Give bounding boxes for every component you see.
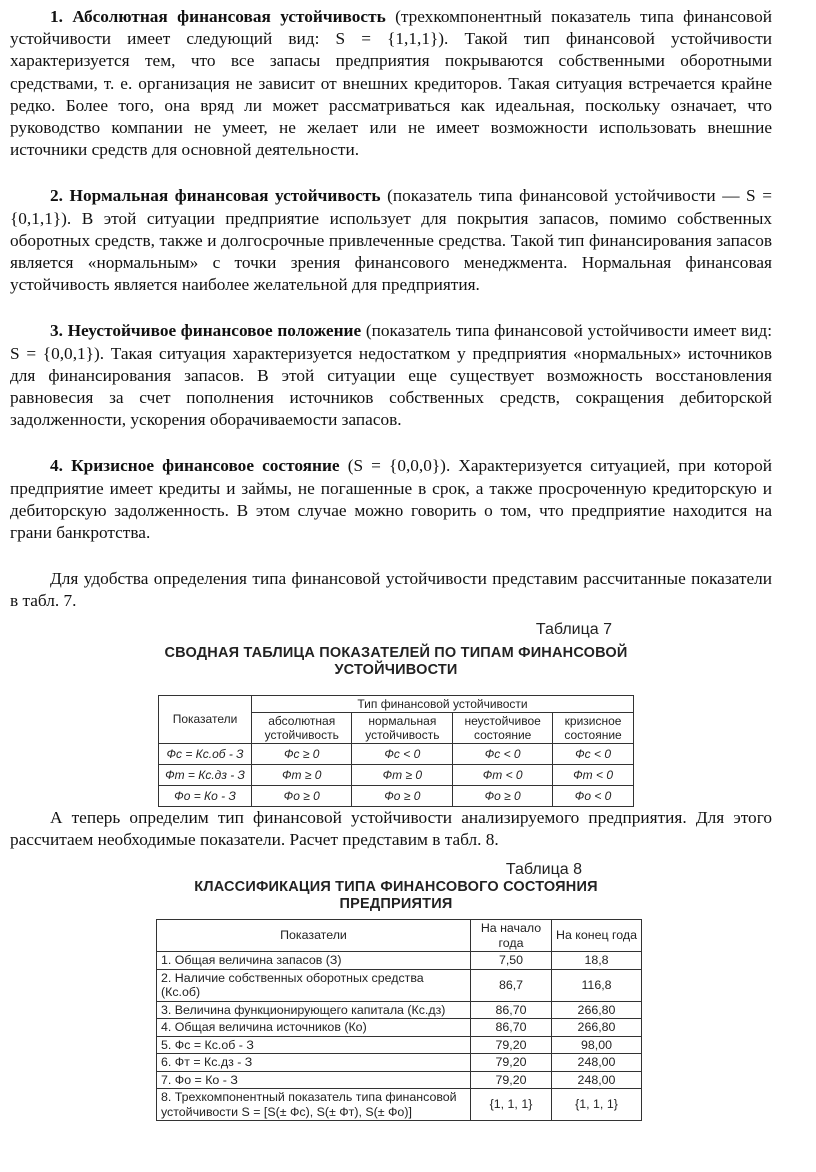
table8-end-value: 116,8	[552, 969, 642, 1001]
table7-type-absolute: абсолютная устойчивость	[252, 712, 352, 743]
table-row	[157, 969, 642, 1001]
table-row	[159, 743, 634, 764]
table8-label: 8. Трехкомпонентный показатель типа финансовой устойчивости S = [S(± Фс), S(± Фт), S(± Фо)]	[157, 1089, 471, 1121]
table8-col-start: На начало года	[471, 920, 552, 952]
table8-end-value: 248,00	[552, 1054, 642, 1072]
table8-start-value: {1, 1, 1}	[471, 1089, 552, 1121]
table8-label: 4. Общая величина источников (Ко)	[157, 1019, 471, 1037]
table8-label: 6. Фт = Кс.дз - З	[157, 1054, 471, 1072]
table-row	[157, 1001, 642, 1019]
table7-col-indicators: Показатели	[159, 695, 252, 743]
paragraph-crisis	[10, 455, 772, 544]
table8-header-row	[157, 920, 642, 952]
table7-cell: Фс < 0	[453, 743, 553, 764]
table-row	[157, 1019, 642, 1037]
table8-end-value: 248,00	[552, 1071, 642, 1089]
table8-label: 3. Величина функционирующего капитала (Кс.дз)	[157, 1001, 471, 1019]
table8-label: 7. Фо = Ко - З	[157, 1071, 471, 1089]
table7-cell: Фс < 0	[352, 743, 453, 764]
table7-type-normal: нормальная устойчивость	[352, 712, 453, 743]
text-absolute: (трехкомпонентный показатель типа финансовой устойчивости имеет следующий вид: S = {1,1,1}). Такой тип финансовой устойчивости характеризуется тем, что все запасы предприятия покрываются собственными оборотными средствами, т. е. организация не зависит от внешних кредиторов. Такая ситуация встречается крайне редко. Более того, она вряд ли может рассматриваться как идеальная, поскольку означает, что руководство компании не умеет, не желает или не имеет возможности использовать внешние источники средств для основной деятельности.	[10, 7, 772, 160]
table7-cell: Фо < 0	[553, 785, 634, 806]
paragraph-absolute	[10, 6, 772, 161]
heading-absolute: 1. Абсолютная финансовая устойчивость	[50, 7, 386, 26]
table8-start-value: 7,50	[471, 952, 552, 970]
table8-start-value: 86,7	[471, 969, 552, 1001]
table7-cell: Фт < 0	[453, 764, 553, 785]
table-row	[157, 952, 642, 970]
table8-title: КЛАССИФИКАЦИЯ ТИПА ФИНАНСОВОГО СОСТОЯНИЯ ПРЕДПРИЯТИЯ	[194, 879, 598, 913]
table7-header-row	[159, 695, 634, 712]
heading-crisis: 4. Кризисное финансовое состояние	[50, 456, 340, 476]
table7-col-group: Тип финансовой устойчивости	[252, 695, 634, 712]
table8-col-end: На конец года	[552, 920, 642, 952]
table7-cell: Фс < 0	[553, 743, 634, 764]
table7-indicator: Фо = Ко - З	[159, 785, 252, 806]
table7-cell: Фт ≥ 0	[352, 764, 453, 785]
table8-end-value: 18,8	[552, 952, 642, 970]
table-row	[157, 1036, 642, 1054]
table8-end-value: 266,80	[552, 1001, 642, 1019]
table7-type-unstable: неустойчивое состояние	[453, 712, 553, 743]
table-row	[157, 1071, 642, 1089]
table7-cell: Фо ≥ 0	[252, 785, 352, 806]
table8-start-value: 86,70	[471, 1001, 552, 1019]
table-row	[159, 785, 634, 806]
text-normal: (показатель типа финансовой устойчивости — S = {0,1,1}). В этой ситуации предприятие использует для покрытия запасов, помимо собственных оборотных средств, также и долгосрочные привлеченные средства. Такой тип финансирования запасов является «нормальным» с точки зрения финансового менеджмента. Нормальная финансовая устойчивость является наиболее желательной для предприятия.	[10, 186, 772, 295]
table7-type-crisis: кризисное состояние	[553, 712, 634, 743]
paragraph-intro-table7	[10, 568, 772, 612]
table8	[156, 919, 642, 1121]
table8-end-value: 266,80	[552, 1019, 642, 1037]
paragraph-intro-table8	[10, 807, 772, 851]
table8-start-value: 79,20	[471, 1036, 552, 1054]
text-intro-table8: А теперь определим тип финансовой устойчивости анализируемого предприятия. Для этого рассчитаем необходимые показатели. Расчет представим в табл. 8.	[10, 807, 772, 849]
table8-label: 5. Фс = Кс.об - З	[157, 1036, 471, 1054]
table7	[158, 695, 634, 807]
table8-start-value: 86,70	[471, 1019, 552, 1037]
paragraph-unstable	[10, 320, 772, 431]
table7-cell: Фт < 0	[553, 764, 634, 785]
table7-cell: Фо ≥ 0	[453, 785, 553, 806]
table-row	[157, 1054, 642, 1072]
table7-cell: Фс ≥ 0	[252, 743, 352, 764]
heading-normal: 2. Нормальная финансовая устойчивость	[50, 186, 381, 206]
table7-title: СВОДНАЯ ТАБЛИЦА ПОКАЗАТЕЛЕЙ ПО ТИПАМ ФИНАНСОВОЙ УСТОЙЧИВОСТИ	[164, 644, 628, 678]
paragraph-normal	[10, 185, 772, 296]
table8-start-value: 79,20	[471, 1071, 552, 1089]
table8-end-value: {1, 1, 1}	[552, 1089, 642, 1121]
text-crisis: (S = {0,0,0}). Характеризуется ситуацией, при которой предприятие имеет кредиты и займы, не погашенные в срок, а также просроченную кредиторскую и дебиторскую задолженность. В этом случае можно говорить о том, что предприятие находится на грани банкротства.	[10, 456, 772, 543]
table8-label: 1. Общая величина запасов (З)	[157, 952, 471, 970]
table-row	[157, 1089, 642, 1121]
table8-col-indicators: Показатели	[157, 920, 471, 952]
table7-caption: Таблица 7	[535, 620, 612, 638]
table-row	[159, 764, 634, 785]
table8-caption: Таблица 8	[505, 861, 582, 879]
table8-start-value: 79,20	[471, 1054, 552, 1072]
table7-indicator: Фт = Кс.дз - З	[159, 764, 252, 785]
table7-indicator: Фс = Кс.об - З	[159, 743, 252, 764]
text-intro-table7: Для удобства определения типа финансовой устойчивости представим рассчитанные показатели в табл. 7.	[10, 569, 772, 611]
table8-label: 2. Наличие собственных оборотных средства (Кс.об)	[157, 969, 471, 1001]
heading-unstable: 3. Неустойчивое финансовое положение	[50, 321, 362, 341]
table7-cell: Фт ≥ 0	[252, 764, 352, 785]
table8-end-value: 98,00	[552, 1036, 642, 1054]
text-unstable: (показатель типа финансовой устойчивости имеет вид: S = {0,0,1}). Такая ситуация характеризуется недостатком у предприятия «нормальных» источников для финансирования запасов. В этой ситуации еще существует возможность восстановления равновесия за счет пополнения источников собственных средств, сокращения дебиторской задолженности, ускорения оборачиваемости запасов.	[10, 321, 772, 430]
table7-cell: Фо ≥ 0	[352, 785, 453, 806]
